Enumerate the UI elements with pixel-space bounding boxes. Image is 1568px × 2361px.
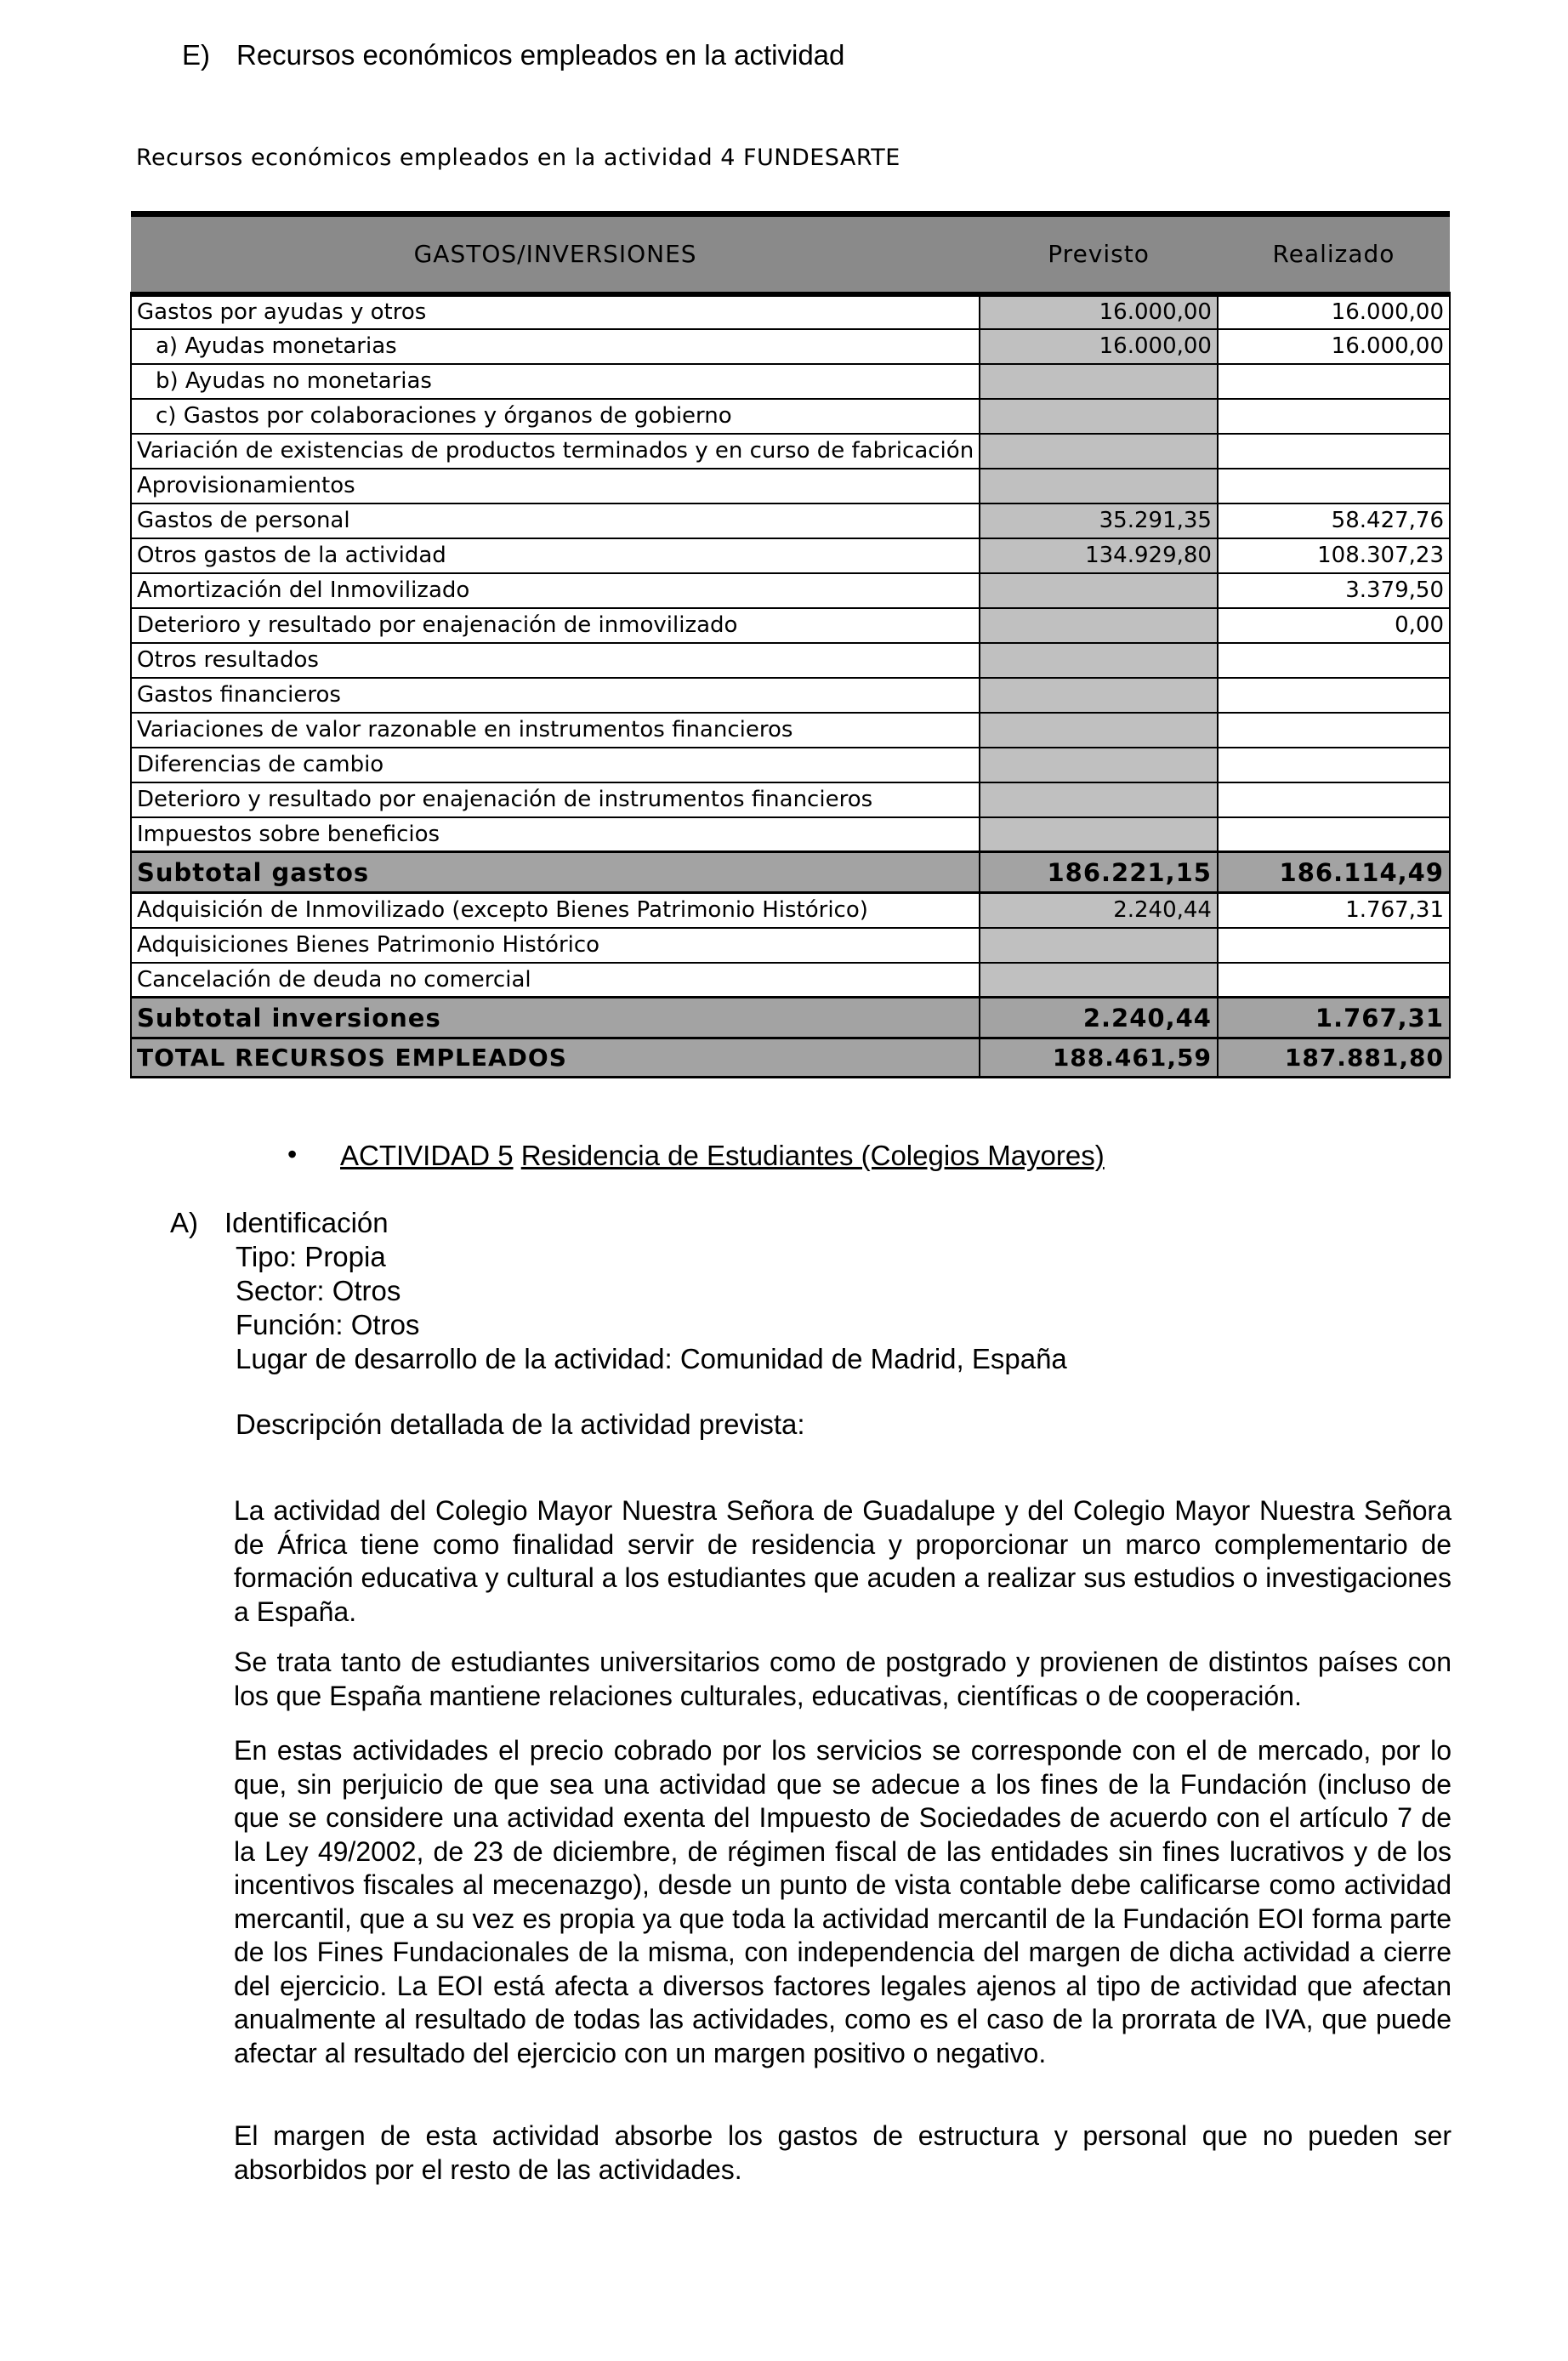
table-row — [131, 469, 1450, 503]
row-label: TOTAL RECURSOS EMPLEADOS — [131, 1038, 980, 1078]
table-row — [131, 538, 1450, 573]
paragraph: La actividad del Colegio Mayor Nuestra Señora de Guadalupe y del Colegio Mayor Nuestra Señora de África tiene como finalidad servir de residencia y proporcionar un marco complementario de formación educativa y cultural a los estudiantes que acuden a realizar sus estudios o investigaciones a España. — [234, 1495, 1452, 1627]
row-realizado — [1218, 782, 1450, 817]
row-realizado — [1218, 928, 1450, 963]
row-realizado: 1.767,31 — [1218, 998, 1450, 1038]
table-row — [131, 713, 1450, 748]
activity-prefix: ACTIVIDAD 5 — [340, 1140, 514, 1171]
paragraph: El margen de esta actividad absorbe los gastos de estructura y personal que no pueden ser absorbidos por el resto de las actividades. — [234, 2120, 1452, 2185]
row-label: Subtotal gastos — [131, 852, 980, 893]
table-row — [131, 294, 1450, 329]
row-previsto: 134.929,80 — [980, 538, 1218, 573]
activity-heading — [340, 1140, 1105, 1172]
row-previsto: 16.000,00 — [980, 294, 1218, 329]
row-previsto — [980, 573, 1218, 608]
section-label: E) — [182, 39, 210, 71]
table-row — [131, 817, 1450, 852]
paragraph: En estas actividades el precio cobrado por los servicios se corresponde con el de mercado, por lo que, sin perjuicio de que sea una actividad que se adecue a los fines de la Fundación (incluso de que se considere una actividad exenta del Impuesto de Sociedades de acuerdo con el artículo 7 de la Ley 49/2002, de 23 de diciembre, de régimen fiscal de las entidades sin fines lucrativos y de los incentivos fiscales al mecenazgo), desde un punto de vista contable debe calificarse como actividad mercantil, que a su vez es propia ya que toda la actividad mercantil de la Fundación EOI forma parte de los Fines Fundacionales de la misma, con independencia del margen de dicha actividad a cierre del ejercicio. La EOI está afecta a diversos factores legales ajenos al tipo de actividad que afectan anualmente al resultado de todas las actividades, como es el caso de la prorrata de IVA, que puede afectar al resultado del ejercicio con un margen positivo o negativo. — [234, 1735, 1452, 2068]
row-realizado: 1.767,31 — [1218, 893, 1450, 928]
section-heading-e — [182, 39, 844, 71]
paragraph: Se trata tanto de estudiantes universitarios como de postgrado y provienen de distintos países con los que España mantiene relaciones culturales, educativas, científicas o de cooperación. — [234, 1647, 1452, 1711]
row-label: Variación de existencias de productos terminados y en curso de fabricación — [131, 434, 980, 469]
table-row — [131, 573, 1450, 608]
row-label: Impuestos sobre beneficios — [131, 817, 980, 852]
row-realizado — [1218, 748, 1450, 782]
bullet-icon: • — [287, 1139, 298, 1169]
row-label: Gastos financieros — [131, 678, 980, 713]
row-previsto — [980, 963, 1218, 998]
row-previsto — [980, 817, 1218, 852]
row-label: b) Ayudas no monetarias — [131, 364, 980, 399]
row-label: Otros gastos de la actividad — [131, 538, 980, 573]
table-row — [131, 893, 1450, 928]
row-previsto — [980, 678, 1218, 713]
row-realizado — [1218, 963, 1450, 998]
table-caption: Recursos económicos empleados en la actividad 4 FUNDESARTE — [136, 145, 900, 171]
row-label: Cancelación de deuda no comercial — [131, 963, 980, 998]
row-label: c) Gastos por colaboraciones y órganos de gobierno — [131, 399, 980, 434]
row-previsto — [980, 782, 1218, 817]
row-previsto: 16.000,00 — [980, 329, 1218, 364]
identification-title: Identificación — [224, 1207, 389, 1238]
table-row — [131, 928, 1450, 963]
identification-details — [236, 1240, 1067, 1376]
row-realizado: 108.307,23 — [1218, 538, 1450, 573]
row-label: Gastos por ayudas y otros — [131, 294, 980, 329]
row-realizado — [1218, 713, 1450, 748]
lugar-line: Lugar de desarrollo de la actividad: Comunidad de Madrid, España — [236, 1343, 1067, 1374]
table-row — [131, 608, 1450, 643]
row-label: Adquisición de Inmovilizado (excepto Bienes Patrimonio Histórico) — [131, 893, 980, 928]
row-previsto — [980, 434, 1218, 469]
section-title: Recursos económicos empleados en la actividad — [236, 39, 845, 71]
row-label: Gastos de personal — [131, 503, 980, 538]
row-label: Diferencias de cambio — [131, 748, 980, 782]
identification-heading — [170, 1206, 389, 1240]
row-previsto — [980, 399, 1218, 434]
row-label: Adquisiciones Bienes Patrimonio Histórico — [131, 928, 980, 963]
table-row — [131, 364, 1450, 399]
table-row — [131, 434, 1450, 469]
header-gastos-inversiones: GASTOS/INVERSIONES — [131, 214, 980, 294]
resources-table — [130, 211, 1451, 1078]
table-row — [131, 678, 1450, 713]
table-row — [131, 643, 1450, 678]
row-realizado: 3.379,50 — [1218, 573, 1450, 608]
description-title: Descripción detallada de la actividad prevista: — [236, 1408, 805, 1440]
row-realizado: 187.881,80 — [1218, 1038, 1450, 1078]
row-realizado — [1218, 678, 1450, 713]
table-row — [131, 963, 1450, 998]
subtotal-gastos-row — [131, 852, 1450, 893]
row-label: Deterioro y resultado por enajenación de inmovilizado — [131, 608, 980, 643]
table-header-row — [131, 214, 1450, 294]
row-label: a) Ayudas monetarias — [131, 329, 980, 364]
row-previsto: 2.240,44 — [980, 998, 1218, 1038]
header-previsto: Previsto — [980, 214, 1218, 294]
subtotal-inversiones-row — [131, 998, 1450, 1038]
row-label: Aprovisionamientos — [131, 469, 980, 503]
row-realizado — [1218, 434, 1450, 469]
funcion-line: Función: Otros — [236, 1309, 420, 1340]
table-row — [131, 748, 1450, 782]
row-realizado — [1218, 364, 1450, 399]
row-previsto — [980, 469, 1218, 503]
row-realizado: 58.427,76 — [1218, 503, 1450, 538]
row-previsto — [980, 364, 1218, 399]
row-previsto — [980, 713, 1218, 748]
tipo-line: Tipo: Propia — [236, 1241, 386, 1272]
row-previsto — [980, 608, 1218, 643]
row-previsto — [980, 643, 1218, 678]
row-label: Deterioro y resultado por enajenación de instrumentos financieros — [131, 782, 980, 817]
row-previsto: 2.240,44 — [980, 893, 1218, 928]
row-previsto: 186.221,15 — [980, 852, 1218, 893]
row-label: Otros resultados — [131, 643, 980, 678]
identification-label: A) — [170, 1207, 198, 1238]
row-realizado — [1218, 817, 1450, 852]
row-label: Variaciones de valor razonable en instrumentos financieros — [131, 713, 980, 748]
row-previsto: 35.291,35 — [980, 503, 1218, 538]
row-realizado — [1218, 469, 1450, 503]
row-label: Subtotal inversiones — [131, 998, 980, 1038]
row-previsto — [980, 748, 1218, 782]
activity-name: Residencia de Estudiantes (Colegios Mayores) — [520, 1140, 1105, 1171]
table-row — [131, 399, 1450, 434]
row-previsto — [980, 928, 1218, 963]
row-realizado: 16.000,00 — [1218, 294, 1450, 329]
row-realizado: 186.114,49 — [1218, 852, 1450, 893]
row-realizado — [1218, 399, 1450, 434]
sector-line: Sector: Otros — [236, 1275, 401, 1306]
total-row — [131, 1038, 1450, 1078]
table-row — [131, 329, 1450, 364]
row-previsto: 188.461,59 — [980, 1038, 1218, 1078]
row-realizado: 0,00 — [1218, 608, 1450, 643]
row-label: Amortización del Inmovilizado — [131, 573, 980, 608]
row-realizado — [1218, 643, 1450, 678]
table-row — [131, 782, 1450, 817]
table-row — [131, 503, 1450, 538]
row-realizado: 16.000,00 — [1218, 329, 1450, 364]
header-realizado: Realizado — [1218, 214, 1450, 294]
